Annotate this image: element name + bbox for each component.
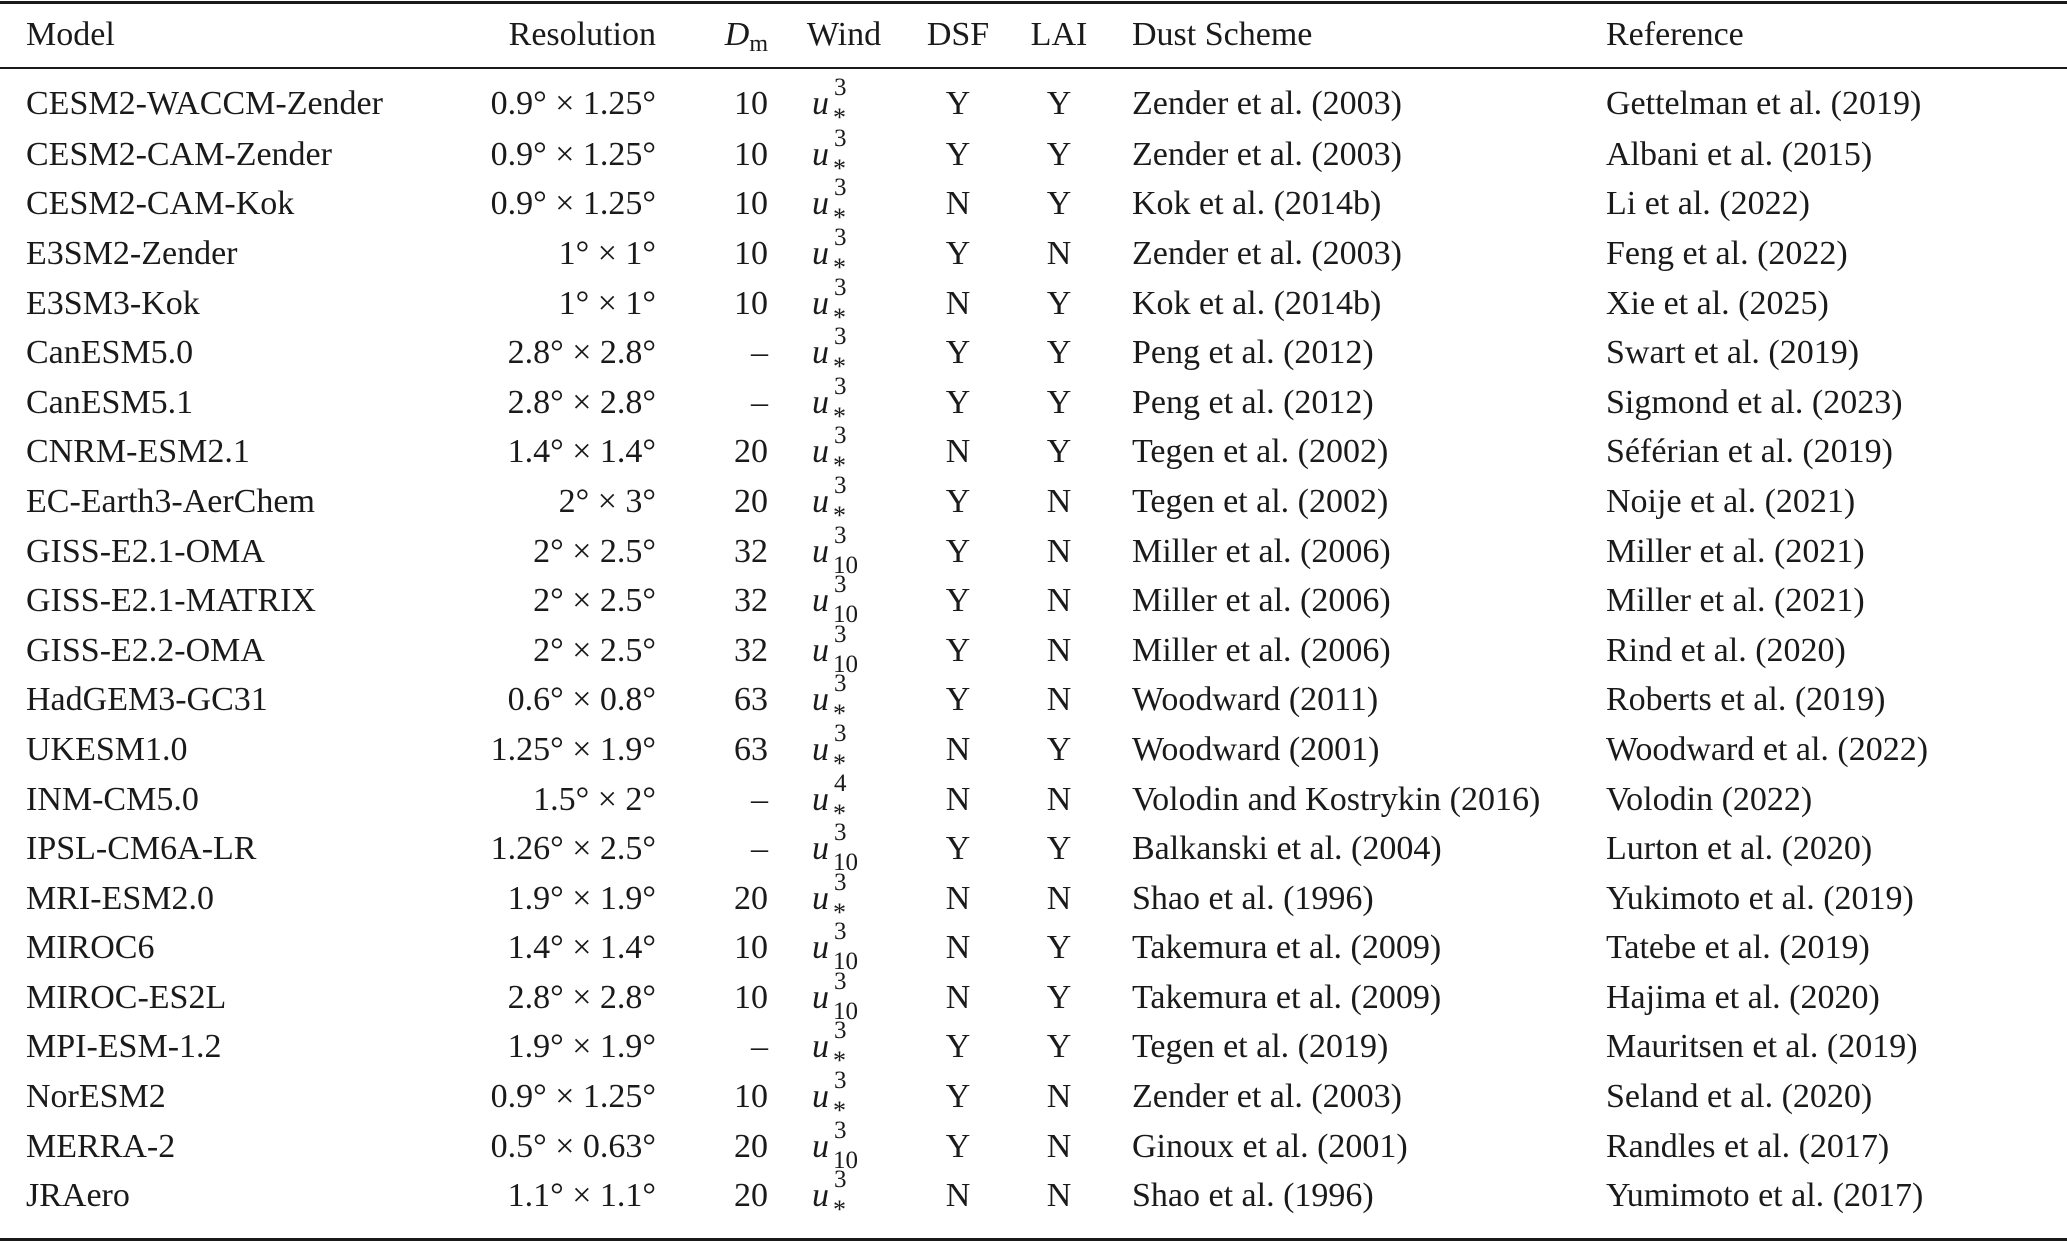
wind-exponent: 3 (834, 819, 847, 847)
cell-reference: Séférian et al. (2019) (1606, 433, 1893, 471)
wind-subscript: * (833, 302, 846, 332)
cell-dust-scheme: Balkanski et al. (2004) (1132, 830, 1442, 868)
cell-dm: – (751, 1028, 768, 1066)
header-row (0, 0, 2067, 68)
cell-dust-scheme: Kok et al. (2014b) (1132, 185, 1382, 223)
wind-exponent: 3 (834, 868, 847, 896)
cell-lai: N (1046, 681, 1072, 719)
wind-base: u (812, 234, 829, 272)
cell-resolution: 2° × 2.5° (533, 631, 656, 669)
cell-resolution: 0.6° × 0.8° (507, 681, 656, 719)
cell-model: MERRA-2 (26, 1127, 176, 1165)
wind-exponent: 3 (834, 670, 847, 698)
cell-dm: – (751, 780, 768, 818)
wind-base: u (812, 85, 829, 122)
cell-reference: Lurton et al. (2020) (1606, 830, 1873, 868)
wind-exponent: 3 (834, 620, 847, 648)
wind-subscript: * (833, 798, 846, 828)
cell-dust-scheme: Tegen et al. (2002) (1132, 433, 1389, 471)
wind-exponent: 3 (834, 273, 847, 301)
wind-base: u (812, 830, 829, 868)
wind-subscript: * (833, 401, 846, 431)
wind-exponent: 3 (834, 372, 847, 400)
cell-dsf: Y (945, 234, 971, 272)
wind-base: u (812, 929, 829, 967)
cell-lai: N (1046, 1078, 1072, 1116)
cell-dsf: Y (945, 582, 971, 620)
wind-expression (812, 1017, 847, 1076)
wind-expression (812, 74, 847, 132)
cell-model: GISS-E2.2-OMA (26, 631, 265, 669)
table-body (0, 68, 2067, 1225)
wind-expression (812, 620, 858, 678)
cell-model: IPSL-CM6A-LR (26, 830, 257, 868)
wind-subscript: 10 (833, 1146, 858, 1174)
cell-dm: 10 (734, 978, 768, 1016)
cell-model: MRI-ESM2.0 (26, 879, 214, 917)
cell-dsf: Y (945, 631, 971, 669)
cell-model: CESM2-WACCM-Zender (26, 85, 383, 122)
wind-exponent: 3 (834, 571, 847, 599)
cell-dust-scheme: Shao et al. (1996) (1132, 879, 1374, 917)
cell-resolution: 1.26° × 2.5° (490, 830, 656, 868)
cell-resolution: 1.4° × 1.4° (507, 929, 656, 967)
cell-dust-scheme: Tegen et al. (2019) (1132, 1028, 1389, 1066)
wind-exponent: 3 (834, 174, 847, 202)
cell-dsf: Y (945, 334, 971, 372)
header-reference: Reference (1606, 16, 1744, 53)
cell-dm: 20 (734, 879, 768, 917)
cell-dm: 32 (734, 582, 768, 620)
cell-dm: 10 (734, 234, 768, 272)
cell-model: E3SM3-Kok (26, 284, 200, 322)
cell-dust-scheme: Takemura et al. (2009) (1132, 978, 1442, 1016)
wind-expression (812, 719, 847, 778)
wind-base: u (812, 482, 829, 520)
cell-dsf: N (945, 1177, 971, 1215)
wind-subscript: 10 (833, 650, 858, 678)
cell-lai: N (1046, 582, 1072, 620)
cell-resolution: 1.9° × 1.9° (507, 879, 656, 917)
table-row (0, 824, 2067, 874)
wind-subscript: * (833, 103, 846, 132)
cell-dsf: N (945, 185, 971, 223)
cell-dm: – (751, 334, 768, 372)
table-row (0, 180, 2067, 230)
wind-base: u (812, 1028, 829, 1066)
cell-resolution: 1.9° × 1.9° (507, 1028, 656, 1066)
table-row (0, 576, 2067, 626)
wind-subscript: * (833, 153, 846, 183)
wind-base: u (812, 284, 829, 322)
wind-exponent: 3 (834, 967, 847, 995)
cell-dsf: Y (945, 532, 971, 570)
table-row (0, 328, 2067, 378)
cell-dm: 32 (734, 631, 768, 669)
wind-subscript: 10 (833, 601, 858, 629)
cell-dsf: Y (945, 681, 971, 719)
cell-model: JRAero (26, 1177, 130, 1215)
cell-dsf: Y (945, 135, 971, 173)
cell-lai: Y (1046, 185, 1072, 223)
wind-base: u (812, 1127, 829, 1165)
cell-reference: Mauritsen et al. (2019) (1606, 1028, 1918, 1066)
cell-model: NorESM2 (26, 1078, 166, 1116)
wind-expression (812, 918, 858, 976)
wind-subscript: * (833, 451, 846, 481)
table-row (0, 130, 2067, 180)
wind-base: u (812, 532, 829, 570)
cell-lai: N (1046, 631, 1072, 669)
table-row (0, 378, 2067, 428)
table-row (0, 527, 2067, 577)
cell-resolution: 2° × 2.5° (533, 582, 656, 620)
cell-reference: Li et al. (2022) (1606, 185, 1810, 223)
cell-reference: Noije et al. (2021) (1606, 482, 1856, 520)
cell-model: EC-Earth3-AerChem (26, 482, 315, 520)
cell-lai: Y (1046, 135, 1072, 173)
cell-resolution: 2.8° × 2.8° (507, 978, 656, 1016)
cell-lai: N (1046, 234, 1072, 272)
cell-dust-scheme: Peng et al. (2012) (1132, 383, 1374, 421)
wind-subscript: * (833, 500, 846, 530)
cell-dm: 10 (734, 185, 768, 223)
cell-resolution: 1.4° × 1.4° (507, 433, 656, 471)
table-header (0, 0, 2067, 68)
wind-expression (812, 1116, 858, 1174)
wind-base: u (812, 582, 829, 620)
header-dsf: DSF (926, 16, 990, 53)
wind-subscript: 10 (833, 551, 858, 579)
wind-subscript: * (833, 352, 846, 382)
cell-resolution: 2° × 2.5° (533, 532, 656, 570)
cell-reference: Seland et al. (2020) (1606, 1078, 1873, 1116)
cell-reference: Feng et al. (2022) (1606, 234, 1848, 272)
cell-dust-scheme: Woodward (2011) (1132, 681, 1379, 719)
wind-exponent: 3 (834, 471, 847, 499)
cell-model: E3SM2-Zender (26, 234, 238, 272)
cell-dm: 20 (734, 1127, 768, 1165)
wind-subscript: * (833, 252, 846, 282)
cell-reference: Yukimoto et al. (2019) (1606, 879, 1914, 917)
cell-model: CESM2-CAM-Kok (26, 185, 295, 223)
cell-dsf: N (945, 284, 971, 322)
cell-dust-scheme: Miller et al. (2006) (1132, 532, 1391, 570)
wind-expression (812, 769, 847, 828)
cell-dm: 32 (734, 532, 768, 570)
wind-expression (812, 1067, 847, 1126)
header-dm-symbol: D (724, 16, 750, 53)
cell-dm: – (751, 383, 768, 421)
table-row (0, 676, 2067, 726)
wind-subscript: * (833, 1096, 846, 1126)
cell-reference: Sigmond et al. (2023) (1606, 383, 1903, 421)
cell-model: CNRM-ESM2.1 (26, 433, 250, 471)
wind-subscript: 10 (833, 997, 858, 1025)
cell-dm: 63 (734, 730, 768, 768)
table-row (0, 1122, 2067, 1172)
cell-model: MIROC6 (26, 929, 155, 967)
wind-expression (812, 819, 858, 877)
cell-dm: 10 (734, 135, 768, 173)
cell-dsf: Y (945, 1127, 971, 1165)
cell-resolution: 1.25° × 1.9° (490, 730, 656, 768)
wind-expression (812, 323, 847, 382)
cell-reference: Yumimoto et al. (2017) (1606, 1177, 1924, 1215)
table-row (0, 1171, 2067, 1221)
cell-dust-scheme: Zender et al. (2003) (1132, 85, 1402, 122)
wind-exponent: 4 (834, 769, 847, 797)
wind-expression (812, 571, 858, 629)
cell-model: GISS-E2.1-OMA (26, 532, 265, 570)
cell-dust-scheme: Miller et al. (2006) (1132, 631, 1391, 669)
cell-dust-scheme: Peng et al. (2012) (1132, 334, 1374, 372)
cell-reference: Gettelman et al. (2019) (1606, 85, 1922, 122)
wind-expression (812, 521, 858, 579)
cell-resolution: 1.1° × 1.1° (507, 1177, 656, 1215)
wind-subscript: * (833, 203, 846, 233)
cell-dsf: Y (945, 383, 971, 421)
wind-exponent: 3 (834, 422, 847, 450)
wind-expression (812, 670, 847, 729)
cell-model: CanESM5.0 (26, 334, 194, 372)
cell-dsf: N (945, 780, 971, 818)
wind-base: u (812, 978, 829, 1016)
wind-exponent: 3 (834, 74, 847, 101)
cell-dm: 10 (734, 1078, 768, 1116)
cell-dust-scheme: Zender et al. (2003) (1132, 234, 1402, 272)
cell-lai: Y (1046, 284, 1072, 322)
wind-subscript: * (833, 748, 846, 778)
cell-resolution: 2° × 3° (558, 482, 656, 520)
wind-base: u (812, 681, 829, 719)
cell-lai: N (1046, 1177, 1072, 1215)
cell-dsf: Y (945, 1078, 971, 1116)
cell-lai: N (1046, 532, 1072, 570)
table-row (0, 229, 2067, 279)
header-lai: LAI (1030, 16, 1088, 53)
cell-dust-scheme: Kok et al. (2014b) (1132, 284, 1382, 322)
cell-resolution: 0.9° × 1.25° (490, 135, 656, 173)
cell-reference: Volodin (2022) (1606, 780, 1813, 818)
wind-exponent: 3 (834, 1017, 847, 1045)
cell-lai: N (1046, 780, 1072, 818)
wind-subscript: * (833, 1195, 846, 1225)
cell-dm: 10 (734, 929, 768, 967)
wind-exponent: 3 (834, 1166, 847, 1194)
wind-exponent: 3 (834, 124, 847, 152)
wind-subscript: * (833, 897, 846, 927)
wind-exponent: 3 (834, 223, 847, 251)
cell-dm: 10 (734, 284, 768, 322)
cell-dsf: N (945, 978, 971, 1016)
wind-expression (812, 372, 847, 431)
cell-resolution: 2.8° × 2.8° (507, 334, 656, 372)
header-dust-scheme: Dust Scheme (1132, 16, 1313, 53)
wind-subscript: 10 (833, 849, 858, 877)
cell-dsf: Y (945, 830, 971, 868)
cell-reference: Miller et al. (2021) (1606, 532, 1865, 570)
cell-model: UKESM1.0 (26, 730, 188, 768)
cell-resolution: 1° × 1° (558, 284, 656, 322)
cell-reference: Randles et al. (2017) (1606, 1127, 1890, 1165)
cell-lai: N (1046, 482, 1072, 520)
cell-model: MPI-ESM-1.2 (26, 1028, 222, 1066)
table-row (0, 279, 2067, 329)
cell-lai: Y (1046, 1028, 1072, 1066)
cell-dust-scheme: Volodin and Kostrykin (2016) (1132, 780, 1541, 818)
cell-lai: Y (1046, 730, 1072, 768)
cell-dust-scheme: Miller et al. (2006) (1132, 582, 1391, 620)
wind-expression (812, 471, 847, 530)
wind-exponent: 3 (834, 719, 847, 747)
wind-expression (812, 124, 847, 183)
cell-reference: Woodward et al. (2022) (1606, 730, 1929, 768)
cell-resolution: 0.9° × 1.25° (490, 185, 656, 223)
cell-wind (768, 68, 900, 130)
wind-exponent: 3 (834, 1067, 847, 1095)
table-row (0, 973, 2067, 1023)
wind-subscript: 10 (833, 948, 858, 976)
table-row (0, 775, 2067, 825)
wind-base: u (812, 383, 829, 421)
cell-reference: Xie et al. (2025) (1606, 284, 1829, 322)
cell-reference: Miller et al. (2021) (1606, 582, 1865, 620)
cell-model: MIROC-ES2L (26, 978, 227, 1016)
cell-dust-scheme: Ginoux et al. (2001) (1132, 1127, 1408, 1165)
cell-dust-scheme: Zender et al. (2003) (1132, 135, 1402, 173)
header-dm-subscript: m (749, 31, 768, 57)
wind-expression (812, 422, 847, 481)
wind-base: u (812, 185, 829, 223)
wind-expression (812, 967, 858, 1025)
header-wind: Wind (806, 16, 882, 53)
cell-reference: Rind et al. (2020) (1606, 631, 1846, 669)
cell-dm: 63 (734, 681, 768, 719)
wind-exponent: 3 (834, 918, 847, 946)
header-dm (656, 0, 768, 68)
wind-exponent: 3 (834, 521, 847, 549)
wind-exponent: 3 (834, 323, 847, 351)
cell-dm: – (751, 830, 768, 868)
cell-resolution: 0.9° × 1.25° (490, 85, 656, 122)
wind-expression (812, 1166, 847, 1225)
cell-lai: Y (1046, 433, 1072, 471)
cell-dsf: N (945, 879, 971, 917)
cell-dust-scheme: Woodward (2001) (1132, 730, 1380, 768)
wind-base: u (812, 730, 829, 768)
cell-model: CESM2-CAM-Zender (26, 135, 332, 173)
cell-reference: Swart et al. (2019) (1606, 334, 1860, 372)
wind-exponent: 3 (834, 1116, 847, 1144)
cell-dsf: Y (945, 1028, 971, 1066)
cell-lai: Y (1046, 929, 1072, 967)
cell-dsf: Y (945, 85, 971, 122)
cell-model: INM-CM5.0 (26, 780, 199, 818)
cell-dsf: N (945, 730, 971, 768)
wind-base: u (812, 433, 829, 471)
cell-lai: Y (1046, 85, 1072, 122)
table-row (0, 428, 2067, 478)
cell-dsf: N (945, 433, 971, 471)
cell-reference: Roberts et al. (2019) (1606, 681, 1886, 719)
table-row (0, 924, 2067, 974)
cell-lai: Y (1046, 334, 1072, 372)
cell-dust-scheme: Zender et al. (2003) (1132, 1078, 1402, 1116)
wind-expression (812, 273, 847, 332)
table-row (0, 725, 2067, 775)
wind-base: u (812, 1177, 829, 1215)
wind-base: u (812, 1078, 829, 1116)
cell-lai: Y (1046, 830, 1072, 868)
table-row (0, 477, 2067, 527)
cell-wind (768, 1166, 900, 1225)
cell-dm: 20 (734, 433, 768, 471)
wind-expression (812, 223, 847, 282)
cell-dust-scheme: Tegen et al. (2002) (1132, 482, 1389, 520)
wind-subscript: * (833, 1046, 846, 1076)
cell-dust-scheme: Shao et al. (1996) (1132, 1177, 1374, 1215)
table-row (0, 68, 2067, 130)
cell-dsf: Y (945, 482, 971, 520)
cell-resolution: 0.5° × 0.63° (490, 1127, 656, 1165)
cell-resolution: 0.9° × 1.25° (490, 1078, 656, 1116)
cell-lai: Y (1046, 978, 1072, 1016)
cell-lai: N (1046, 1127, 1072, 1165)
cell-resolution: 2.8° × 2.8° (507, 383, 656, 421)
wind-expression (812, 174, 847, 233)
wind-subscript: * (833, 699, 846, 729)
table-row (0, 626, 2067, 676)
bottom-rule (0, 1238, 2067, 1241)
wind-base: u (812, 631, 829, 669)
cell-model: GISS-E2.1-MATRIX (26, 582, 316, 620)
wind-expression (812, 868, 847, 927)
header-model: Model (26, 16, 115, 53)
cell-dm: 10 (734, 85, 768, 122)
cell-reference: Hajima et al. (2020) (1606, 978, 1880, 1016)
cell-resolution: 1° × 1° (558, 234, 656, 272)
wind-base: u (812, 780, 829, 818)
cell-lai: N (1046, 879, 1072, 917)
cell-lai: Y (1046, 383, 1072, 421)
cell-resolution: 1.5° × 2° (533, 780, 656, 818)
table-row (0, 874, 2067, 924)
cell-dm: 20 (734, 482, 768, 520)
cell-dsf: N (945, 929, 971, 967)
cell-dust-scheme: Takemura et al. (2009) (1132, 929, 1442, 967)
cell-dm: 20 (734, 1177, 768, 1215)
wind-base: u (812, 334, 829, 372)
table-row (0, 1023, 2067, 1073)
wind-base: u (812, 879, 829, 917)
cell-reference: Albani et al. (2015) (1606, 135, 1873, 173)
wind-base: u (812, 135, 829, 173)
cell-reference: Tatebe et al. (2019) (1606, 929, 1870, 967)
header-resolution: Resolution (508, 16, 656, 53)
cell-model: HadGEM3-GC31 (26, 681, 268, 719)
table-row (0, 1072, 2067, 1122)
cell-model: CanESM5.1 (26, 383, 194, 421)
